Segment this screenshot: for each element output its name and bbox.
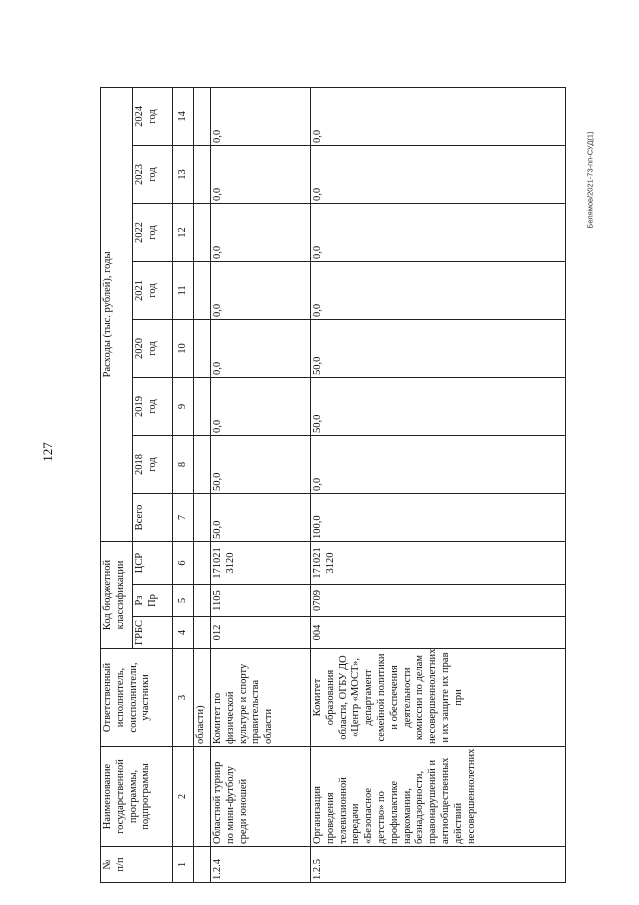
row-responsible: Комитет образования области, ОГБУ ДО «Центр «МОСТ», департамент семейной политики и обеспечения деятельности комиссии по делам несовершеннолетних и их защите их прав при: [311, 649, 566, 747]
row-rz-pr: 1105: [211, 585, 311, 617]
row-year-value: 0,0: [211, 203, 311, 261]
header-year: 2018 год: [133, 435, 173, 493]
row-year-value: 50,0: [311, 319, 566, 377]
row-no: 1.2.5: [311, 847, 566, 883]
column-number: 14: [173, 87, 194, 145]
header-expenses: Расходы (тыс. рублей), годы: [101, 87, 133, 541]
column-number: 5: [173, 585, 194, 617]
column-number: 12: [173, 203, 194, 261]
row-year-value: 0,0: [311, 261, 566, 319]
header-year: 2020 год: [133, 319, 173, 377]
continuation-text: области): [194, 649, 211, 747]
row-year-value: 0,0: [211, 319, 311, 377]
row-program-name: Организация проведения телевизионной передачи «Безопасное детство» по профилактике наркомании, безнадзорности, правонарушений и антиобщественных действий несовершеннолетних: [311, 747, 566, 847]
header-total: Всего: [133, 493, 173, 541]
header-budget-code: Код бюджетной классификации: [101, 541, 133, 648]
header-responsible: Ответственный исполнитель, соисполнители, участники: [101, 649, 173, 747]
row-responsible: Комитет по физической культуре и спорту правительства области: [211, 649, 311, 747]
row-csr: 171021 3120: [211, 541, 311, 584]
row-year-value: 0,0: [311, 145, 566, 203]
table-row: [311, 87, 566, 882]
table-row: [211, 87, 311, 882]
row-total: 50,0: [211, 493, 311, 541]
column-number: 4: [173, 617, 194, 649]
header-year: 2023 год: [133, 145, 173, 203]
row-year-value: 0,0: [211, 377, 311, 435]
header-no: № п/п: [101, 847, 173, 883]
page-number: 127: [40, 442, 55, 462]
row-year-value: 50,0: [211, 435, 311, 493]
budget-table: [100, 87, 566, 883]
header-year: 2021 год: [133, 261, 173, 319]
row-year-value: 0,0: [311, 203, 566, 261]
row-year-value: 0,0: [211, 87, 311, 145]
header-year: 2019 год: [133, 377, 173, 435]
column-number: 8: [173, 435, 194, 493]
rotated-page-content: [100, 88, 566, 883]
column-number: 13: [173, 145, 194, 203]
column-number: 6: [173, 541, 194, 584]
column-number: 1: [173, 847, 194, 883]
column-number: 10: [173, 319, 194, 377]
row-program-name: Областной турнир по мини-футболу среди юношей: [211, 747, 311, 847]
header-rz-pr: Рз Пр: [133, 585, 173, 617]
column-number: 7: [173, 493, 194, 541]
header-year: 2024 год: [133, 87, 173, 145]
row-grbs: 012: [211, 617, 311, 649]
header-program-name: Наименование государственной программы, подпрограммы: [101, 747, 173, 847]
row-year-value: 0,0: [311, 435, 566, 493]
column-numbers-row: [173, 87, 194, 882]
row-year-value: 50,0: [311, 377, 566, 435]
document-code: Белямов/2021-73-пп-СУД(1): [585, 131, 595, 229]
row-year-value: 0,0: [311, 87, 566, 145]
row-csr: 171021 3120: [311, 541, 566, 584]
row-year-value: 0,0: [211, 145, 311, 203]
row-year-value: 0,0: [211, 261, 311, 319]
continuation-row: [194, 87, 211, 882]
header-year: 2022 год: [133, 203, 173, 261]
row-no: 1.2.4: [211, 847, 311, 883]
row-total: 100,0: [311, 493, 566, 541]
row-rz-pr: 0709: [311, 585, 566, 617]
header-csr: ЦСР: [133, 541, 173, 584]
column-number: 2: [173, 747, 194, 847]
row-grbs: 004: [311, 617, 566, 649]
column-number: 11: [173, 261, 194, 319]
column-number: 9: [173, 377, 194, 435]
header-grbs: ГРБС: [133, 617, 173, 649]
column-number: 3: [173, 649, 194, 747]
